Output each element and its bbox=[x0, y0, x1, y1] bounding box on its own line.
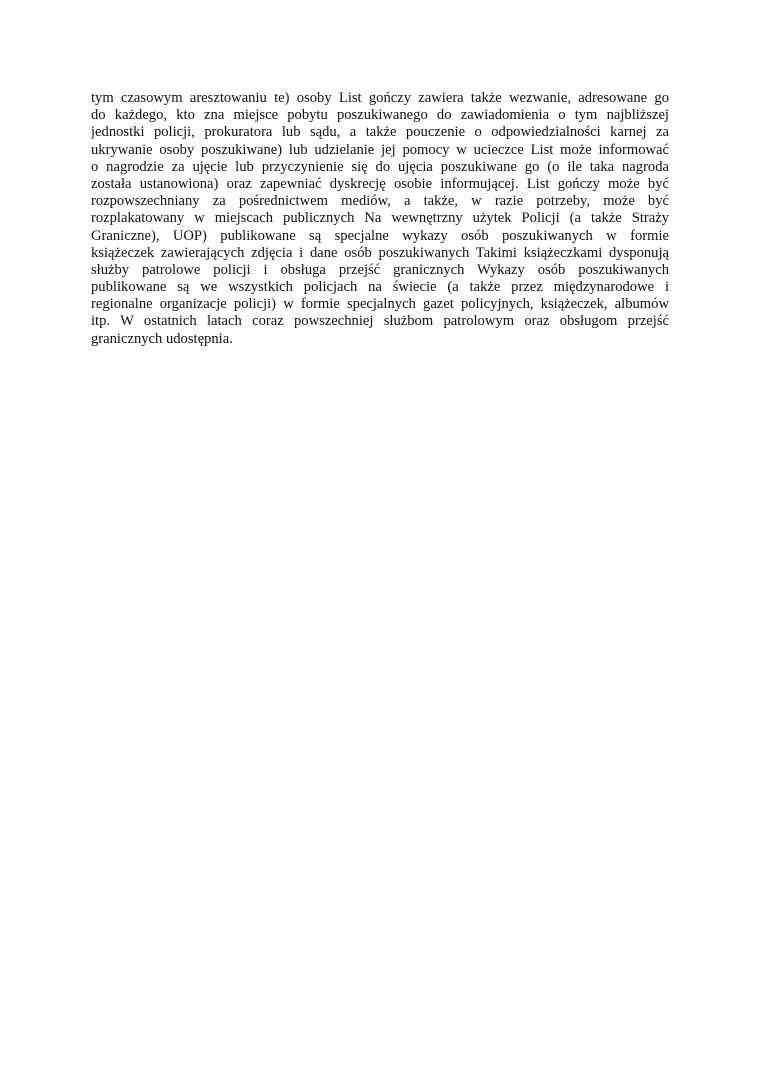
text-line: regionalne organizacje policji) w formie specjalnych gazet policyjnych, książeczek, albumów bbox=[91, 296, 669, 313]
text-line: rozplakatowany w miejscach publicznych Na wewnętrzny użytek Policji (a także Straży bbox=[91, 210, 669, 227]
text-line: jednostki policji, prokuratora lub sądu, a także pouczenie o odpowiedzialności karnej za bbox=[91, 124, 669, 141]
text-line: rozpowszechniany za pośrednictwem mediów, a także, w razie potrzeby, może być bbox=[91, 193, 669, 210]
text-line: książeczek zawierających zdjęcia i dane osób poszukiwanych Takimi książeczkami dysponują bbox=[91, 244, 669, 261]
text-line: o nagrodzie za ujęcie lub przyczynienie się do ujęcia poszukiwane go (o ile taka nagroda bbox=[91, 158, 669, 175]
text-line: Graniczne), UOP) publikowane są specjalne wykazy osób poszukiwanych w formie bbox=[91, 227, 669, 244]
text-line: granicznych udostępnia. bbox=[91, 330, 233, 347]
text-line: służby patrolowe policji i obsługa przejść granicznych Wykazy osób poszukiwanych bbox=[91, 261, 669, 278]
text-line: ukrywanie osoby poszukiwane) lub udzielanie jej pomocy w ucieczce List może informować bbox=[91, 141, 669, 158]
text-line: itp. W ostatnich latach coraz powszechniej służbom patrolowym oraz obsługom przejść bbox=[91, 313, 669, 330]
text-line: została ustanowiona) oraz zapewniać dyskrecję osobie informującej. List gończy może być bbox=[91, 175, 669, 192]
body-paragraph bbox=[91, 90, 669, 348]
text-line: do każdego, kto zna miejsce pobytu poszukiwanego do zawiadomienia o tym najbliższej bbox=[91, 107, 669, 124]
text-line: publikowane są we wszystkich policjach na świecie (a także przez międzynarodowe i bbox=[91, 279, 669, 296]
text-line: tym czasowym aresztowaniu te) osoby List gończy zawiera także wezwanie, adresowane go bbox=[91, 90, 669, 106]
